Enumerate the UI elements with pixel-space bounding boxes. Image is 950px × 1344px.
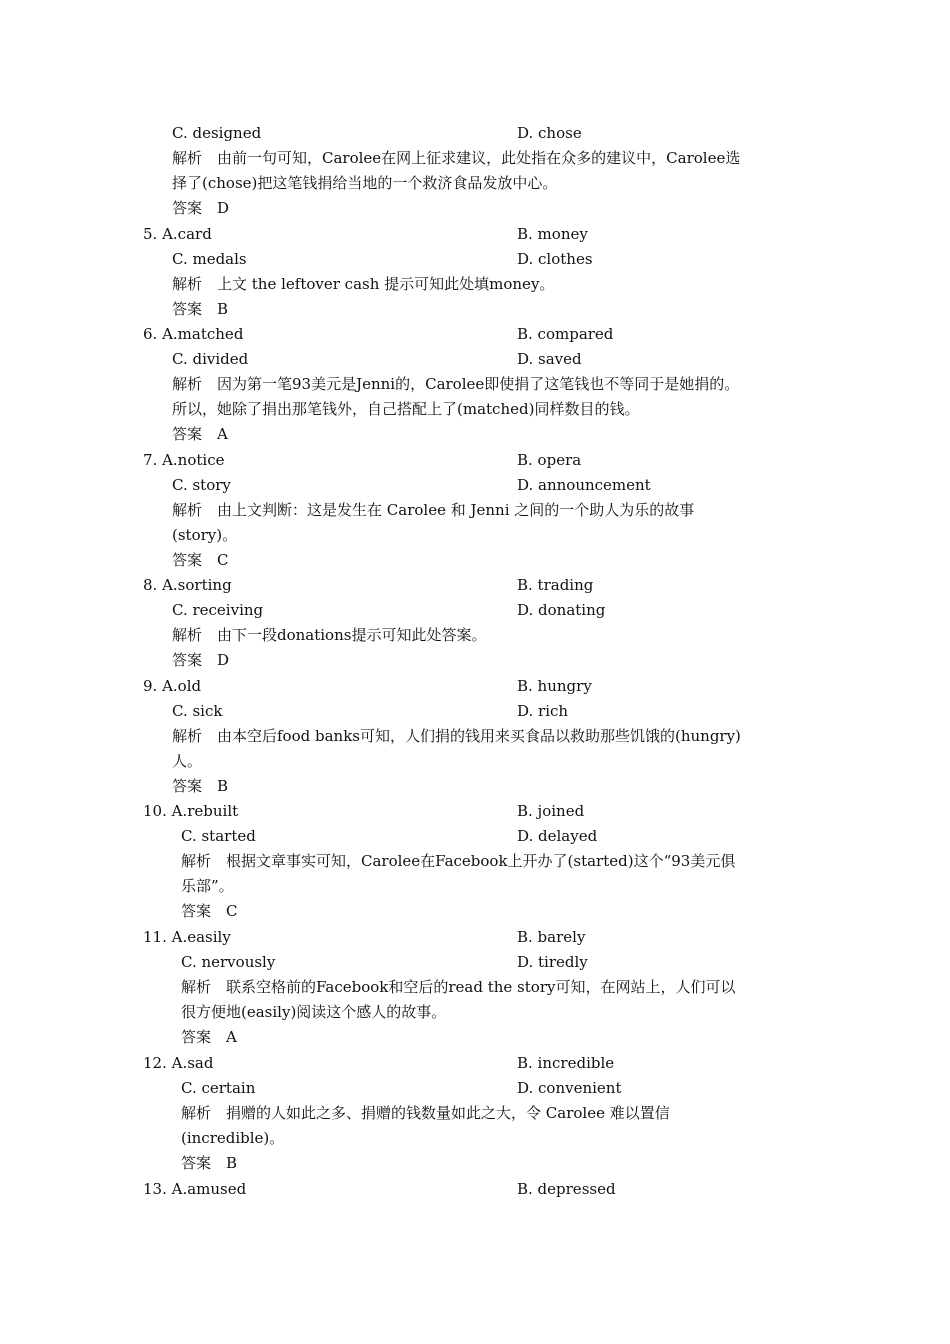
option-d: D. tiredly [517,953,588,971]
explanation-line: 解析 捐赠的人如此之多、捐赠的钱数量如此之大，令 Carolee 难以置信 [181,1104,670,1122]
explanation-line: 解析 由上文判断：这是发生在 Carolee 和 Jenni 之间的一个助人为乐的故事 [172,501,695,519]
option-d: D. announcement [517,476,651,494]
option-b: B. hungry [517,677,592,695]
option-b: B. trading [517,576,594,594]
explanation-line: 所以，她除了捐出那笔钱外，自己搭配上了(matched)同样数目的钱。 [172,400,640,418]
option-a: 13. A.amused [143,1180,247,1198]
explanation-line: 解析 由下一段donations提示可知此处答案。 [172,626,487,644]
explanation-line: 解析 上文 the leftover cash 提示可知此处填money。 [172,275,555,293]
option-c: C. nervously [181,953,276,971]
option-d: D. donating [517,601,606,619]
explanation-line: 解析 根据文章事实可知，Carolee在Facebook上开办了(started)这个“93美元俱 [181,852,736,870]
option-a: 7. A.notice [143,451,225,469]
option-a: 9. A.old [143,677,202,695]
explanation-line: (story)。 [172,526,238,544]
option-b: B. opera [517,451,582,469]
explanation-line: 人。 [172,752,203,770]
option-b: B. compared [517,325,614,343]
option-c: C. sick [172,702,223,720]
option-b: B. depressed [517,1180,616,1198]
option-c: C. certain [181,1079,256,1097]
explanation-line: 解析 由本空后food banks可知，人们捐的钱用来买食品以救助那些饥饿的(hungry) [172,727,741,745]
option-b: B. money [517,225,588,243]
explanation-line: 解析 联系空格前的Facebook和空后的read the story可知，在网站上，人们可以 [181,978,736,996]
option-b: B. barely [517,928,586,946]
explanation-line: 很方便地(easily)阅读这个感人的故事。 [181,1003,447,1021]
option-c: C. story [172,476,231,494]
option-a: 8. A.sorting [143,576,232,594]
option-c: C. designed [172,124,262,142]
option-a: 10. A.rebuilt [143,802,239,820]
answer-line: 答案 D [172,199,230,217]
answer-line: 答案 B [172,300,229,318]
answer-line: 答案 B [181,1154,238,1172]
option-d: D. saved [517,350,582,368]
answer-line: 答案 C [181,902,238,920]
option-a: 5. A.card [143,225,212,243]
explanation-line: 解析 因为第一笔93美元是Jenni的，Carolee即使捐了这笔钱也不等同于是她捐的。 [172,375,740,393]
option-d: D. delayed [517,827,598,845]
option-a: 12. A.sad [143,1054,214,1072]
option-c: C. receiving [172,601,264,619]
answer-line: 答案 B [172,777,229,795]
option-a: 6. A.matched [143,325,244,343]
answer-line: 答案 D [172,651,230,669]
explanation-line: 择了(chose)把这笔钱捐给当地的一个救济食品发放中心。 [172,174,558,192]
option-c: C. divided [172,350,249,368]
option-d: D. rich [517,702,569,720]
option-a: 11. A.easily [143,928,231,946]
explanation-line: 乐部”。 [181,877,234,895]
option-d: D. convenient [517,1079,622,1097]
answer-line: 答案 A [172,425,228,443]
option-d: D. clothes [517,250,593,268]
explanation-line: 解析 由前一句可知，Carolee在网上征求建议，此处指在众多的建议中，Carolee选 [172,149,741,167]
option-c: C. started [181,827,256,845]
explanation-line: (incredible)。 [181,1129,285,1147]
option-c: C. medals [172,250,247,268]
option-b: B. incredible [517,1054,615,1072]
answer-line: 答案 C [172,551,229,569]
option-d: D. chose [517,124,582,142]
answer-line: 答案 A [181,1028,237,1046]
option-b: B. joined [517,802,585,820]
